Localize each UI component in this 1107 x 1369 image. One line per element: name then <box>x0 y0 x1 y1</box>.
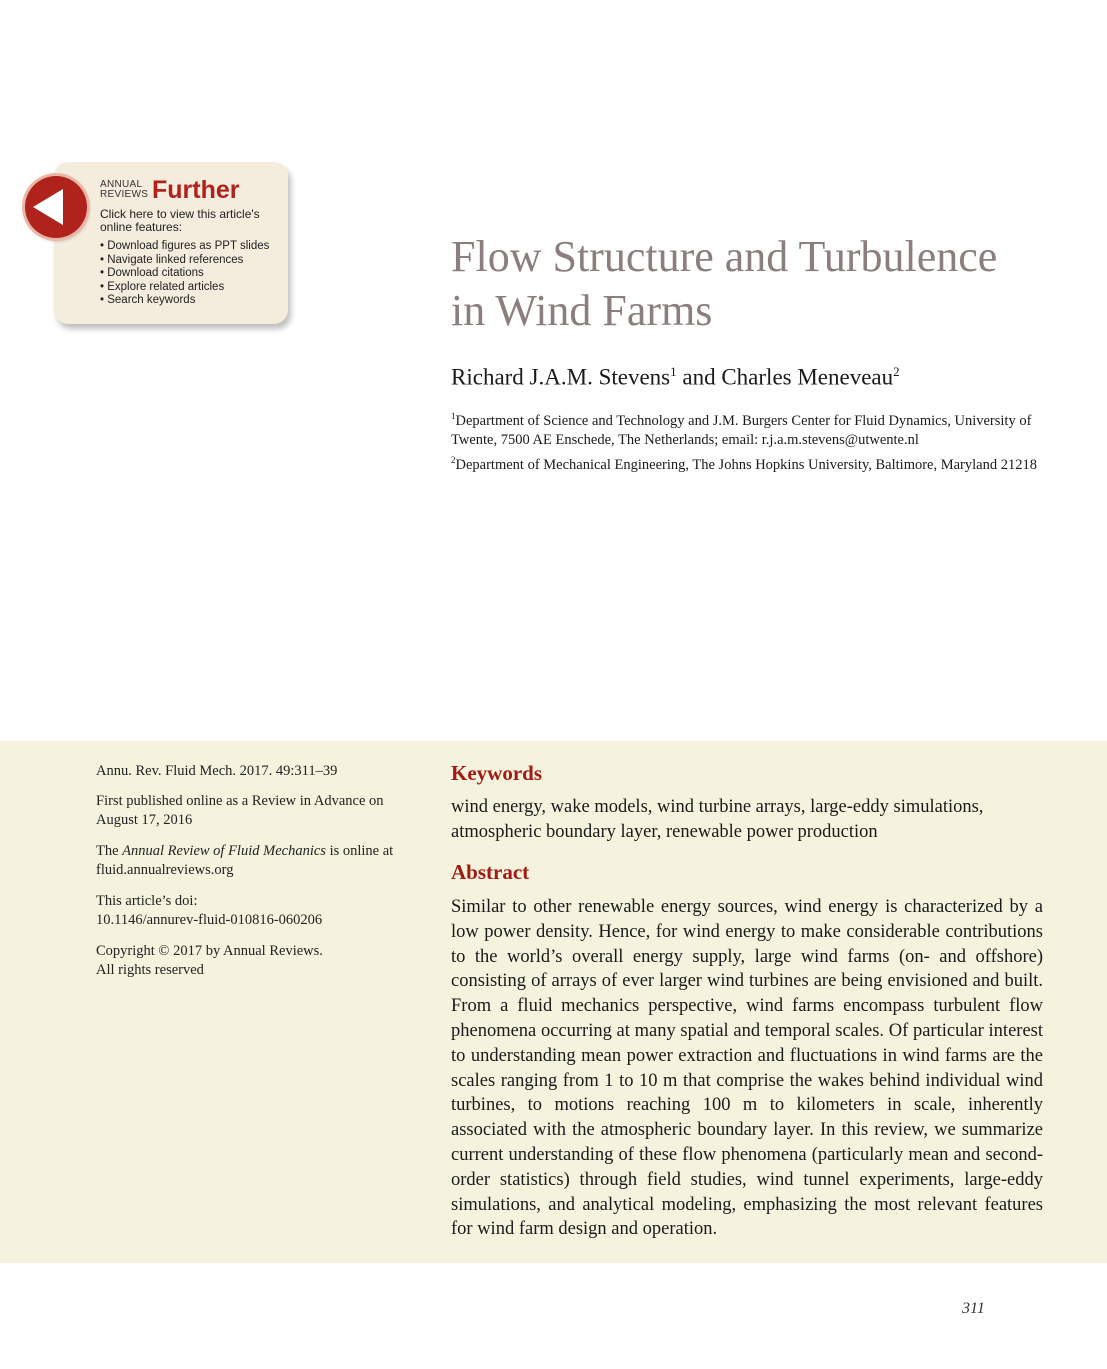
affiliation-2-text: Department of Mechanical Engineering, The Johns Hopkins University, Baltimore, Maryland 21218 <box>455 456 1037 473</box>
abstract-text: Similar to other renewable energy sources, wind energy is characterized by a low power density. Hence, for wind energy to make considerable contributions to the world’s overall energy supply, large wind farms (on- and offshore) consisting of arrays of ever larger wind turbines are being envisioned and built. From a fluid mechanics perspective, wind farms encompass turbulent flow phenomena occurring at many spatial and temporal scales. Of particular interest to understanding mean power extraction and fluctuations in wind farms are the scales ranging from 1 to 10 m that comprise the wakes behind individual wind turbines, to motions reaching 100 m to kilometers in scale, inherently associated with the atmospheric boundary layer. In this review, we summarize current understanding of these flow phenomena (particularly mean and second-order statistics) through field studies, wind tunnel experiments, large-eddy simulations, and analytical modeling, emphasizing the most relevant features for wind farm design and operation. <box>451 897 1043 1240</box>
author-2-sup: 2 <box>893 364 900 379</box>
online-post: is online at fluid.annualreviews.org <box>96 843 394 878</box>
title-line-1: Flow Structure and Turbulence <box>451 232 998 281</box>
citation: Annu. Rev. Fluid Mech. 2017. 49:311–39 <box>96 763 338 779</box>
rights: All rights reserved <box>96 962 204 978</box>
feature-item-ppt[interactable]: • Download figures as PPT slides <box>100 240 269 254</box>
brand-further: Further <box>152 176 240 204</box>
page-number: 311 <box>962 1300 985 1317</box>
affiliation-2 <box>451 451 1051 475</box>
authors-and: and <box>676 364 722 390</box>
back-arrow-icon[interactable] <box>25 176 87 238</box>
abstract-heading: Abstract <box>451 860 530 884</box>
author-1: Richard J.A.M. Stevens <box>451 364 671 390</box>
annual-reviews-logo <box>100 176 240 204</box>
author-1-sup: 1 <box>670 364 677 379</box>
keywords-text: wind energy, wake models, wind turbine arrays, large-eddy simulations, atmospheric boundary layer, renewable power production <box>451 797 984 842</box>
affiliation-1 <box>451 407 1051 450</box>
affiliation-1-sup: 1 <box>451 411 456 421</box>
brand-line-reviews: REVIEWS <box>100 189 149 200</box>
feature-item-keywords[interactable]: • Search keywords <box>100 294 269 308</box>
feature-item-references[interactable]: • Navigate linked references <box>100 254 269 268</box>
click-here-rest: to view this article's online features: <box>100 207 260 234</box>
doi[interactable]: 10.1146/annurev-fluid-010816-060206 <box>96 912 323 928</box>
keywords-heading: Keywords <box>451 761 542 785</box>
published-online: First published online as a Review in Advance on August 17, 2016 <box>96 793 384 828</box>
feature-item-related[interactable]: • Explore related articles <box>100 281 269 295</box>
feature-item-citations[interactable]: • Download citations <box>100 267 269 281</box>
doi-label: This article’s doi: <box>96 893 198 909</box>
click-here-link[interactable]: Click here <box>100 207 154 221</box>
further-features-list <box>100 240 269 308</box>
journal-name: Annual Review of Fluid Mechanics <box>122 843 326 859</box>
affiliation-1-text: Department of Science and Technology and J.M. Burgers Center for Fluid Dynamics, University of Twente, 7500 AE Enschede, The Netherlands; email: r.j.a.m.stevens@utwente.nl <box>451 412 1032 448</box>
online-pre: The <box>96 843 123 859</box>
authors <box>451 364 900 391</box>
further-description <box>100 208 278 234</box>
article-title <box>451 230 1071 338</box>
author-2: Charles Meneveau <box>721 364 894 390</box>
copyright: Copyright © 2017 by Annual Reviews. <box>96 943 323 959</box>
brand-line-annual: ANNUAL <box>100 179 143 190</box>
online-at <box>96 842 401 880</box>
title-line-2: in Wind Farms <box>451 286 713 335</box>
affiliation-2-sup: 2 <box>451 455 456 465</box>
